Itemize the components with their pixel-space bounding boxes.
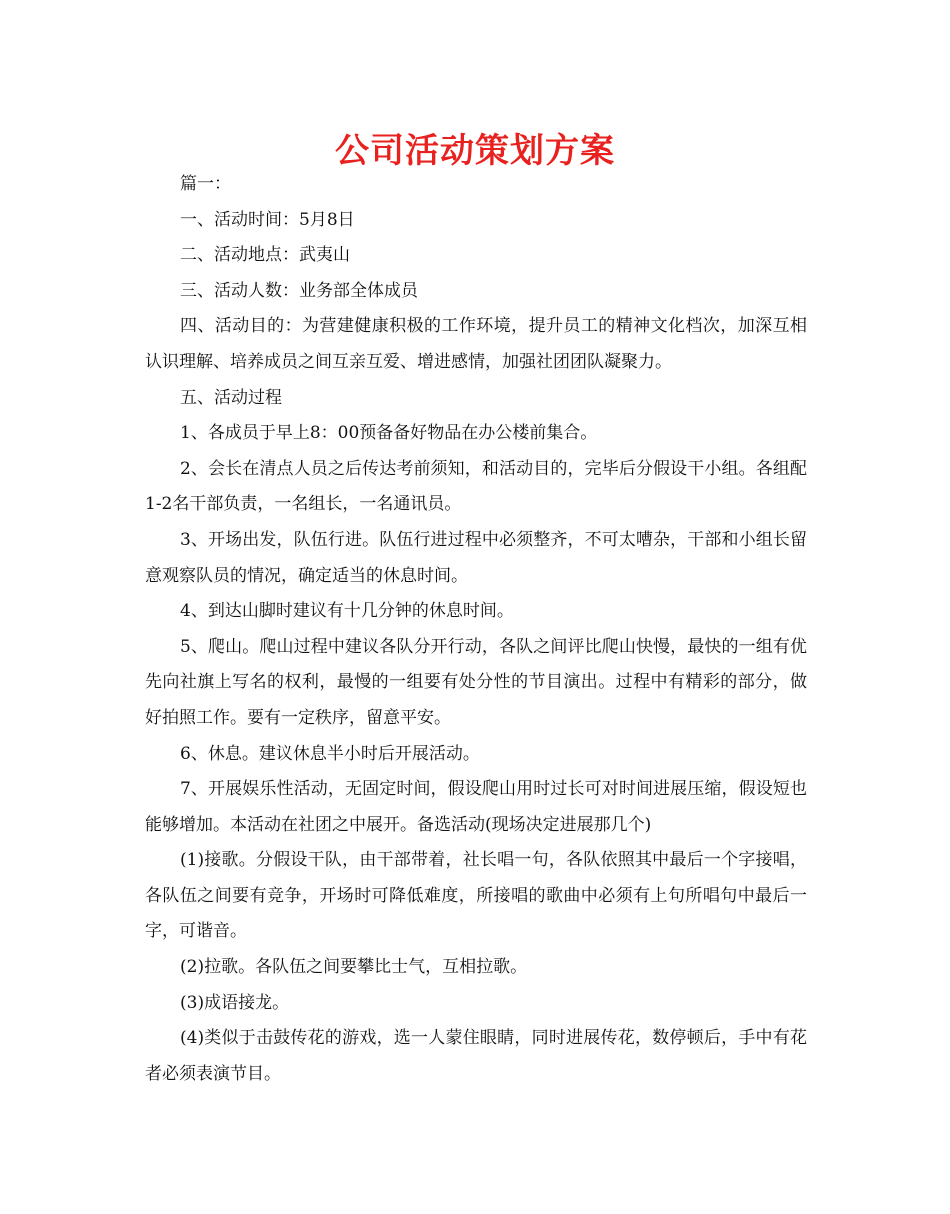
- paragraph-step-5: 5、爬山。爬山过程中建议各队分开行动，各队之间评比爬山快慢，最快的一组有优先向社旗上写名的权利，最慢的一组要有处分性的节目演出。过程中有精彩的部分，做好拍照工作。要有一定秩序，留意平安。: [145, 636, 807, 728]
- paragraph-activity-time: 一、活动时间：5月8日: [180, 209, 355, 230]
- paragraph-step-7: 7、开展娱乐性活动，无固定时间，假设爬山用时过长可对时间进展压缩，假设短也能够增加。本活动在社团之中展开。备选活动(现场决定进展那几个): [145, 779, 807, 835]
- paragraph-step-1: 1、各成员于早上8：00预备备好物品在办公楼前集合。: [180, 423, 598, 444]
- paragraph-step-4: 4、到达山脚时建议有十几分钟的休息时间。: [180, 601, 514, 622]
- paragraph-option-1: (1)接歌。分假设干队，由干部带着，社长唱一句，各队依照其中最后一个字接唱，各队伍之间要有竞争，开场时可降低难度，所接唱的歌曲中必须有上句所唱句中最后一字，可谐音。: [145, 850, 807, 942]
- paragraph-option-2: (2)拉歌。各队伍之间要攀比士气，互相拉歌。: [180, 957, 528, 978]
- page-title: 公司活动策划方案: [335, 131, 615, 171]
- paragraph-step-6: 6、休息。建议休息半小时后开展活动。: [180, 743, 480, 764]
- paragraph-step-2: 2、会长在清点人员之后传达考前须知，和活动目的，完毕后分假设干小组。各组配1-2名干部负责，一名组长，一名通讯员。: [145, 458, 807, 515]
- paragraph-option-3: (3)成语接龙。: [180, 992, 290, 1013]
- paragraph-activity-purpose: 四、活动目的：为营建健康积极的工作环境，提升员工的精神文化档次，加深互相认识理解、培养成员之间互亲互爱、增进感情，加强社团团队凝聚力。: [145, 316, 807, 372]
- paragraph-activity-location: 二、活动地点：武夷山: [180, 245, 350, 266]
- paragraph-step-3: 3、开场出发，队伍行进。队伍行进过程中必须整齐，不可太嘈杂，干部和小组长留意观察队员的情况，确定适当的休息时间。: [145, 529, 807, 586]
- paragraph-heading: 篇一：: [180, 174, 231, 194]
- paragraph-activity-process: 五、活动过程: [180, 387, 282, 408]
- paragraph-option-4: (4)类似于击鼓传花的游戏，选一人蒙住眼睛，同时进展传花，数停顿后，手中有花者必须表演节目。: [145, 1028, 807, 1084]
- document-body: [145, 167, 807, 1092]
- paragraph-activity-participants: 三、活动人数：业务部全体成员: [180, 280, 418, 301]
